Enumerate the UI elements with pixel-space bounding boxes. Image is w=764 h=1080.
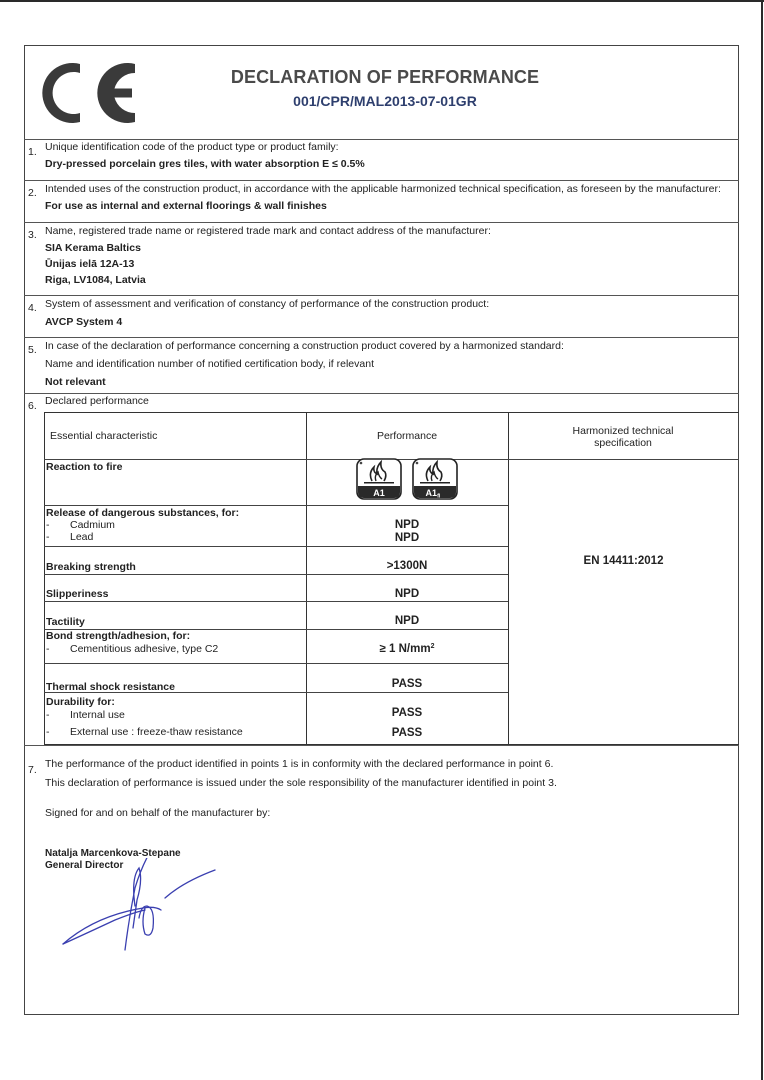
row-divider xyxy=(44,505,508,506)
fire-class-a1-icon xyxy=(356,458,402,500)
product-identification-code: Dry-pressed porcelain gres tiles, with water absorption E ≤ 0.5% xyxy=(45,158,365,170)
svg-text:A1fl: A1fl xyxy=(425,488,441,500)
responsibility-statement: This declaration of performance is issued under the sole responsibility of the manufacturer identified in point 3. xyxy=(45,777,557,789)
section-2-label: Intended uses of the construction product, in accordance with the applicable harmonized technical specification, as foreseen by the manufacturer: xyxy=(45,183,721,195)
row-thermal-shock: Thermal shock resistance xyxy=(46,681,175,693)
performance-breaking-strength: >1300N xyxy=(386,560,428,572)
section-6-label: Declared performance xyxy=(45,395,149,407)
performance-lead: NPD xyxy=(394,532,420,544)
avcp-system: AVCP System 4 xyxy=(45,316,123,328)
section-number: 3. xyxy=(28,229,37,241)
signatory-title: General Director xyxy=(45,860,124,871)
scan-edge-right xyxy=(761,0,763,1080)
performance-slipperiness: NPD xyxy=(394,588,420,600)
intended-use: For use as internal and external floorings & wall finishes xyxy=(45,200,327,212)
divider xyxy=(24,295,739,296)
ce-mark-icon xyxy=(40,60,140,126)
divider xyxy=(24,745,739,746)
section-3-label: Name, registered trade name or registered trade mark and contact address of the manufacturer: xyxy=(45,225,491,237)
section-number: 2. xyxy=(28,187,37,199)
section-1-label: Unique identification code of the product type or product family: xyxy=(45,141,339,153)
row-divider xyxy=(44,574,508,575)
manufacturer-city: Riga, LV1084, Latvia xyxy=(45,274,146,286)
scan-edge-top xyxy=(0,0,764,2)
row-bond-strength: Bond strength/adhesion, for: xyxy=(46,630,191,642)
performance-internal-use: PASS xyxy=(391,707,423,719)
fire-class-a1fl-icon xyxy=(412,458,458,500)
declaration-reference: 001/CPR/MAL2013-07-01GR xyxy=(293,93,477,109)
item-lead: - Lead xyxy=(46,531,94,543)
fire-classification-icons xyxy=(356,458,460,502)
row-dangerous-substances: Release of dangerous substances, for: xyxy=(46,507,240,519)
row-divider xyxy=(44,692,508,693)
signatory-name: Natalja Marcenkova-Stepane xyxy=(45,848,181,859)
performance-external-use: PASS xyxy=(391,727,423,739)
column-divider xyxy=(306,412,307,745)
manufacturer-name: SIA Kerama Baltics xyxy=(45,242,141,254)
divider xyxy=(24,337,739,338)
section-number: 6. xyxy=(28,400,37,412)
performance-thermal-shock: PASS xyxy=(391,678,423,690)
row-divider xyxy=(44,546,508,547)
row-divider xyxy=(44,601,508,602)
divider xyxy=(24,180,739,181)
document-title: DECLARATION OF PERFORMANCE xyxy=(230,67,540,87)
performance-bond-strength: ≥ 1 $N/mm^2$ xyxy=(379,643,435,655)
divider xyxy=(24,222,739,223)
row-tactility: Tactility xyxy=(46,616,85,628)
manufacturer-street: Ūnijas ielā 12A-13 xyxy=(45,258,135,270)
section-5-label: In case of the declaration of performance concerning a construction product covered by a harmonized standard: xyxy=(45,340,564,352)
item-external-use: - External use : freeze-thaw resistance xyxy=(46,726,243,738)
notified-body: Not relevant xyxy=(45,376,106,388)
row-breaking-strength: Breaking strength xyxy=(46,561,136,573)
section-number: 4. xyxy=(28,302,37,314)
row-reaction-to-fire: Reaction to fire xyxy=(46,461,123,473)
column-header-harmonized-spec: Harmonized technical specification xyxy=(572,425,674,449)
svg-text:A1: A1 xyxy=(373,488,385,498)
divider xyxy=(24,139,739,140)
row-divider xyxy=(44,663,508,664)
section-4-label: System of assessment and verification of constancy of performance of the construction product: xyxy=(45,298,490,310)
section-number: 7. xyxy=(28,764,37,776)
performance-cadmium: NPD xyxy=(394,519,420,531)
harmonized-standard: EN 14411:2012 xyxy=(583,555,664,567)
item-internal-use: - Internal use xyxy=(46,709,125,721)
column-header-performance: Performance xyxy=(376,430,438,442)
section-number: 1. xyxy=(28,146,37,158)
section-number: 5. xyxy=(28,344,37,356)
signed-by-label: Signed for and on behalf of the manufacturer by: xyxy=(45,807,271,819)
handwritten-signature xyxy=(55,858,235,958)
row-slipperiness: Slipperiness xyxy=(46,588,109,600)
section-5-sublabel: Name and identification number of notified certification body, if relevant xyxy=(45,358,374,370)
item-cementitious-adhesive: - Cementitious adhesive, type C2 xyxy=(46,643,219,655)
conformity-statement: The performance of the product identified in points 1 is in conformity with the declared performance in point 6. xyxy=(45,758,554,770)
row-durability: Durability for: xyxy=(46,696,115,708)
column-divider xyxy=(508,412,509,745)
divider xyxy=(24,393,739,394)
performance-tactility: NPD xyxy=(394,615,420,627)
column-header-characteristic: Essential characteristic xyxy=(50,430,158,442)
item-cadmium: - Cadmium xyxy=(46,519,115,531)
